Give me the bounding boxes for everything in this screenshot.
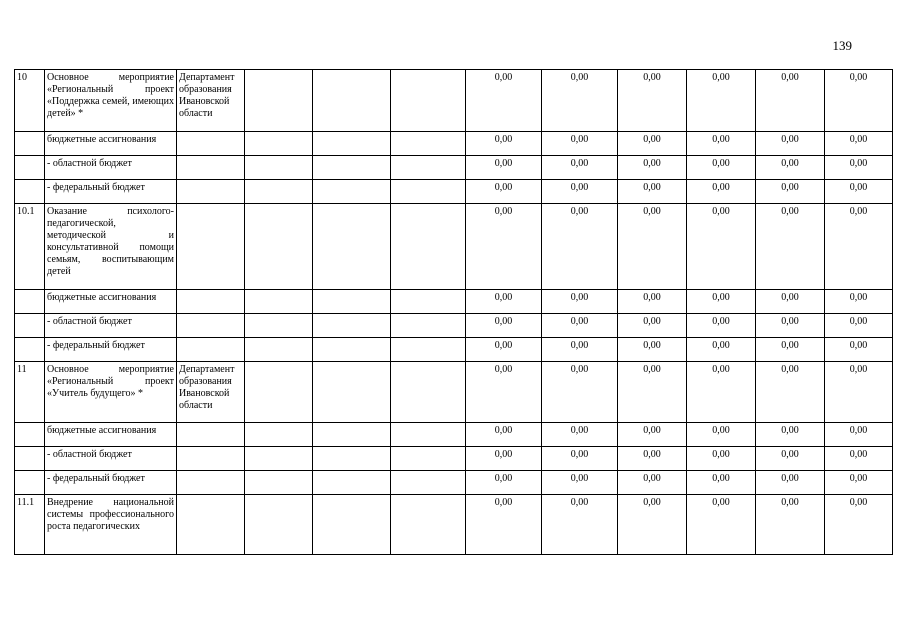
value-text: 0,00 [849,72,868,83]
value-text: 0,00 [849,425,868,436]
value-text: 0,00 [781,158,799,169]
table-row-funding [15,447,893,471]
cell-value [466,180,542,204]
cell-executor [177,471,245,495]
cell-code [15,132,45,156]
cell-value [825,471,893,495]
cell-value [466,314,542,338]
cell-empty [313,447,391,471]
value-text: 0,00 [781,292,799,303]
cell-empty [245,338,313,362]
cell-value [756,70,825,132]
cell-empty [245,314,313,338]
value-text: 0,00 [849,158,868,169]
cell-value [542,180,618,204]
value-text: 0,00 [712,182,730,193]
value-text: 0,00 [494,316,513,327]
value-text: 0,00 [643,182,661,193]
cell-value [542,338,618,362]
cell-value [687,70,756,132]
cell-executor [177,338,245,362]
value-text: 0,00 [570,158,589,169]
cell-value [825,495,893,555]
cell-name: - областной бюджет [45,447,177,471]
value-text: 0,00 [643,316,661,327]
cell-empty [391,180,466,204]
value-text: 0,00 [570,134,589,145]
value-text: 0,00 [712,340,730,351]
value-text: 0,00 [712,497,730,508]
cell-code: 10 [15,70,45,132]
value-text: 0,00 [849,497,868,508]
cell-value [618,70,687,132]
cell-value [542,132,618,156]
cell-empty [391,314,466,338]
table-row-funding [15,290,893,314]
cell-empty [391,423,466,447]
cell-empty [391,447,466,471]
value-text: 0,00 [712,158,730,169]
value-text: 0,00 [781,182,799,193]
value-text: 0,00 [570,425,589,436]
cell-value [466,132,542,156]
cell-empty [391,290,466,314]
cell-value [618,338,687,362]
cell-value [618,180,687,204]
value-text: 0,00 [494,425,513,436]
cell-empty [313,132,391,156]
cell-value [825,70,893,132]
cell-value [542,447,618,471]
cell-empty [313,338,391,362]
value-text: 0,00 [494,449,513,460]
cell-code [15,447,45,471]
value-text: 0,00 [570,206,589,217]
cell-code [15,180,45,204]
value-text: 0,00 [643,340,661,351]
cell-value [542,495,618,555]
cell-code [15,423,45,447]
cell-value [542,423,618,447]
cell-value [687,132,756,156]
cell-empty [313,204,391,290]
table-row-activity [15,70,893,132]
cell-empty [245,70,313,132]
cell-code [15,314,45,338]
page-number: 139 [832,38,852,53]
cell-empty [245,495,313,555]
table-row-funding [15,156,893,180]
cell-empty [391,156,466,180]
cell-name: бюджетные ассигнования [45,423,177,447]
cell-value [618,423,687,447]
value-text: 0,00 [712,473,730,484]
value-text: 0,00 [570,473,589,484]
cell-value [756,362,825,423]
cell-empty [245,132,313,156]
value-text: 0,00 [781,340,799,351]
value-text: 0,00 [781,316,799,327]
cell-value [756,338,825,362]
cell-empty [391,70,466,132]
cell-empty [313,156,391,180]
cell-value [825,156,893,180]
cell-value [542,156,618,180]
value-text: 0,00 [494,206,513,217]
cell-empty [391,132,466,156]
value-text: 0,00 [643,449,661,460]
cell-value [618,204,687,290]
cell-code [15,290,45,314]
cell-empty [313,70,391,132]
cell-value [618,314,687,338]
cell-value [825,290,893,314]
cell-name: бюджетные ассигнования [45,132,177,156]
value-text: 0,00 [494,158,513,169]
cell-value [825,362,893,423]
value-text: 0,00 [494,134,513,145]
cell-value [825,423,893,447]
cell-value [466,290,542,314]
value-text: 0,00 [643,292,661,303]
value-text: 0,00 [643,497,661,508]
value-text: 0,00 [570,449,589,460]
value-text: 0,00 [570,340,589,351]
value-text: 0,00 [781,206,799,217]
cell-empty [313,290,391,314]
cell-empty [313,423,391,447]
cell-name: - областной бюджет [45,314,177,338]
value-text: 0,00 [849,182,868,193]
cell-code [15,471,45,495]
value-text: 0,00 [570,182,589,193]
value-text: 0,00 [849,316,868,327]
cell-value [756,447,825,471]
cell-value [825,338,893,362]
cell-empty [245,471,313,495]
value-text: 0,00 [712,425,730,436]
value-text: 0,00 [849,206,868,217]
cell-value [687,180,756,204]
cell-value [756,471,825,495]
cell-code: 11 [15,362,45,423]
cell-value [466,204,542,290]
cell-value [756,204,825,290]
cell-empty [391,338,466,362]
cell-value [618,471,687,495]
cell-value [687,471,756,495]
value-text: 0,00 [643,364,661,375]
cell-executor [177,156,245,180]
cell-executor [177,132,245,156]
value-text: 0,00 [643,473,661,484]
cell-name: - областной бюджет [45,156,177,180]
cell-empty [245,447,313,471]
cell-executor [177,495,245,555]
cell-value [756,495,825,555]
cell-value [687,362,756,423]
cell-value [825,447,893,471]
value-text: 0,00 [494,497,513,508]
cell-empty [391,495,466,555]
table-row-funding [15,471,893,495]
value-text: 0,00 [570,497,589,508]
cell-value [466,156,542,180]
cell-value [825,204,893,290]
value-text: 0,00 [494,364,513,375]
cell-empty [245,204,313,290]
cell-value [825,180,893,204]
cell-value [466,362,542,423]
table-row-activity [15,362,893,423]
cell-empty [313,362,391,423]
value-text: 0,00 [712,449,730,460]
cell-value [756,423,825,447]
cell-code [15,338,45,362]
cell-empty [391,362,466,423]
value-text: 0,00 [643,72,661,83]
cell-empty [313,314,391,338]
value-text: 0,00 [781,473,799,484]
cell-value [687,290,756,314]
cell-value [825,132,893,156]
table-row-funding [15,180,893,204]
value-text: 0,00 [781,72,799,83]
cell-empty [391,471,466,495]
cell-empty [245,156,313,180]
cell-value [542,314,618,338]
cell-code: 11.1 [15,495,45,555]
value-text: 0,00 [494,292,513,303]
cell-value [756,314,825,338]
value-text: 0,00 [643,425,661,436]
cell-value [687,204,756,290]
cell-empty [313,495,391,555]
value-text: 0,00 [570,292,589,303]
cell-executor: Департамент образования Ивановской области [177,362,245,423]
value-text: 0,00 [712,206,730,217]
cell-value [618,447,687,471]
value-text: 0,00 [494,72,513,83]
cell-empty [313,180,391,204]
value-text: 0,00 [643,206,661,217]
value-text: 0,00 [570,316,589,327]
value-text: 0,00 [781,134,799,145]
cell-executor [177,204,245,290]
table-row-funding [15,314,893,338]
table-row-funding [15,423,893,447]
cell-value [756,156,825,180]
cell-value [756,132,825,156]
value-text: 0,00 [849,473,868,484]
cell-value [466,495,542,555]
cell-code: 10.1 [15,204,45,290]
value-text: 0,00 [494,340,513,351]
value-text: 0,00 [494,473,513,484]
table-row-funding [15,132,893,156]
cell-name: - федеральный бюджет [45,180,177,204]
cell-executor: Департамент образования Ивановской области [177,70,245,132]
cell-name: - федеральный бюджет [45,471,177,495]
cell-value [466,338,542,362]
cell-executor [177,447,245,471]
value-text: 0,00 [643,158,661,169]
cell-value [618,290,687,314]
cell-empty [391,204,466,290]
value-text: 0,00 [570,364,589,375]
cell-value [618,362,687,423]
cell-empty [245,290,313,314]
cell-executor [177,180,245,204]
cell-value [756,180,825,204]
value-text: 0,00 [712,72,730,83]
cell-empty [245,362,313,423]
table-row-activity [15,495,893,555]
value-text: 0,00 [494,182,513,193]
cell-value [466,447,542,471]
cell-value [825,314,893,338]
cell-name: Оказание психолого-педагогической, методической и консультативной помощи семьям, воспитывающим детей [45,204,177,290]
cell-executor [177,423,245,447]
cell-name: Основное мероприятие «Региональный проект «Поддержка семей, имеющих детей» * [45,70,177,132]
value-text: 0,00 [849,134,868,145]
cell-value [466,423,542,447]
cell-value [618,156,687,180]
cell-value [687,338,756,362]
table-row-activity [15,204,893,290]
cell-value [687,447,756,471]
cell-value [542,471,618,495]
value-text: 0,00 [712,292,730,303]
cell-value [542,362,618,423]
value-text: 0,00 [849,364,868,375]
cell-value [687,314,756,338]
value-text: 0,00 [849,292,868,303]
cell-value [756,290,825,314]
cell-executor [177,314,245,338]
cell-empty [245,180,313,204]
cell-value [466,70,542,132]
cell-name: - федеральный бюджет [45,338,177,362]
value-text: 0,00 [849,449,868,460]
cell-code [15,156,45,180]
value-text: 0,00 [781,449,799,460]
value-text: 0,00 [849,340,868,351]
cell-value [466,471,542,495]
cell-value [542,290,618,314]
value-text: 0,00 [781,497,799,508]
cell-empty [313,471,391,495]
value-text: 0,00 [712,134,730,145]
cell-value [618,132,687,156]
cell-value [542,70,618,132]
table-row-funding [15,338,893,362]
value-text: 0,00 [570,72,589,83]
cell-name: бюджетные ассигнования [45,290,177,314]
cell-value [687,156,756,180]
cell-value [618,495,687,555]
budget-table [14,69,893,555]
value-text: 0,00 [712,316,730,327]
value-text: 0,00 [643,134,661,145]
cell-value [542,204,618,290]
cell-name: Внедрение национальной системы профессионального роста педагогических [45,495,177,555]
cell-name: Основное мероприятие «Региональный проект «Учитель будущего» * [45,362,177,423]
value-text: 0,00 [781,425,799,436]
cell-executor [177,290,245,314]
cell-value [687,495,756,555]
value-text: 0,00 [712,364,730,375]
value-text: 0,00 [781,364,799,375]
cell-value [687,423,756,447]
cell-empty [245,423,313,447]
